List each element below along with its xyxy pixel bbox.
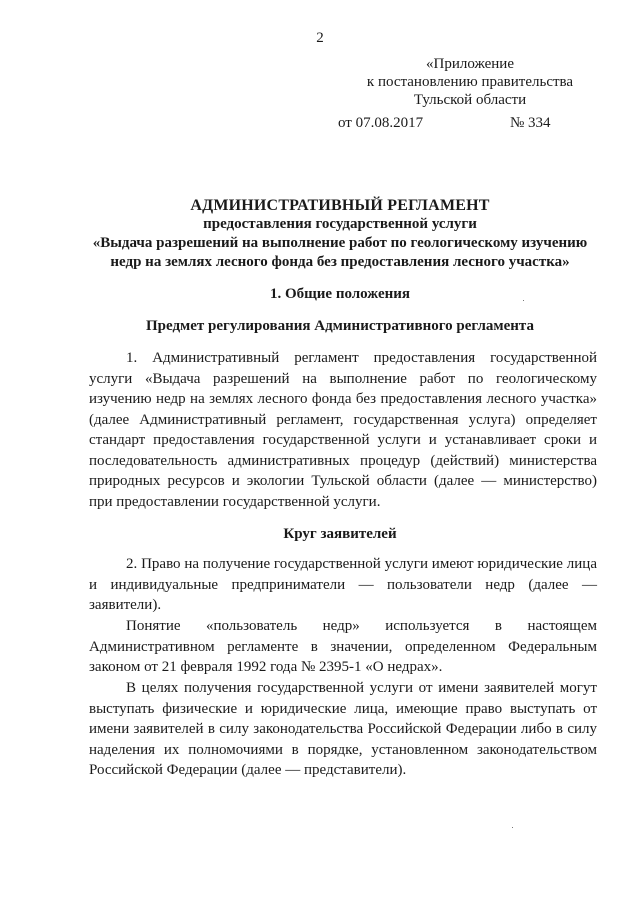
title-line: предоставления государственной услуги [203, 216, 477, 232]
paragraph-4: В целях получения государственной услуги от имени заявителей могут выступать физические и юридические лица, имеющие право выступать от имени заявителей в силу законодательства Российской Федерации либо в силу наделения их полномочиями в порядке, установленном законодательством Российской Федерации (далее — представители). [89, 680, 597, 778]
paragraph-3: Понятие «пользователь недр» используется в настоящем Административном регламенте в значении, определенном Федеральным законом от 21 февраля 1992 года № 2395-1 «О недрах». [89, 618, 597, 675]
appendix-header [340, 55, 600, 109]
section-heading-subject: Предмет регулирования Административного регламента [146, 318, 534, 334]
paragraph-1: 1. Административный регламент предоставления государственной услуги «Выдача разрешений на выполнение работ по геологическому изучению недр на землях лесного фонда без предоставления лесного участка» (далее Административный регламент, государственная услуга) определяет стандарт предоставления государственной услуги и устанавливает сроки и последовательность административных процедур (действий) министерства природных ресурсов и экологии Тульской области (далее — министерство) при предоставлении государственной услуги. [89, 350, 597, 510]
section-heading-general: 1. Общие положения [269, 286, 411, 302]
order-date: от 07.08.2017 [338, 115, 424, 131]
page-number: 2 [316, 30, 324, 46]
section-heading-applicants: Круг заявителей [283, 526, 397, 542]
title-line: недр на землях лесного фонда без предоставления лесного участка» [110, 254, 570, 270]
title-line: «Выдача разрешений на выполнение работ по геологическому изучению [92, 235, 588, 251]
scan-speck [512, 827, 513, 828]
order-number: № 334 [510, 115, 551, 131]
appendix-line: Тульской области [413, 92, 527, 108]
paragraph-2: 2. Право на получение государственной услуги имеют юридические лица и индивидуальные предприниматели — пользователи недр (далее — заявители). [89, 556, 597, 613]
document-title [60, 196, 620, 272]
appendix-line: «Приложение [425, 56, 514, 72]
scan-speck [523, 300, 524, 301]
title-main: АДМИНИСТРАТИВНЫЙ РЕГЛАМЕНТ [190, 197, 490, 214]
appendix-line: к постановлению правительства [366, 74, 574, 90]
